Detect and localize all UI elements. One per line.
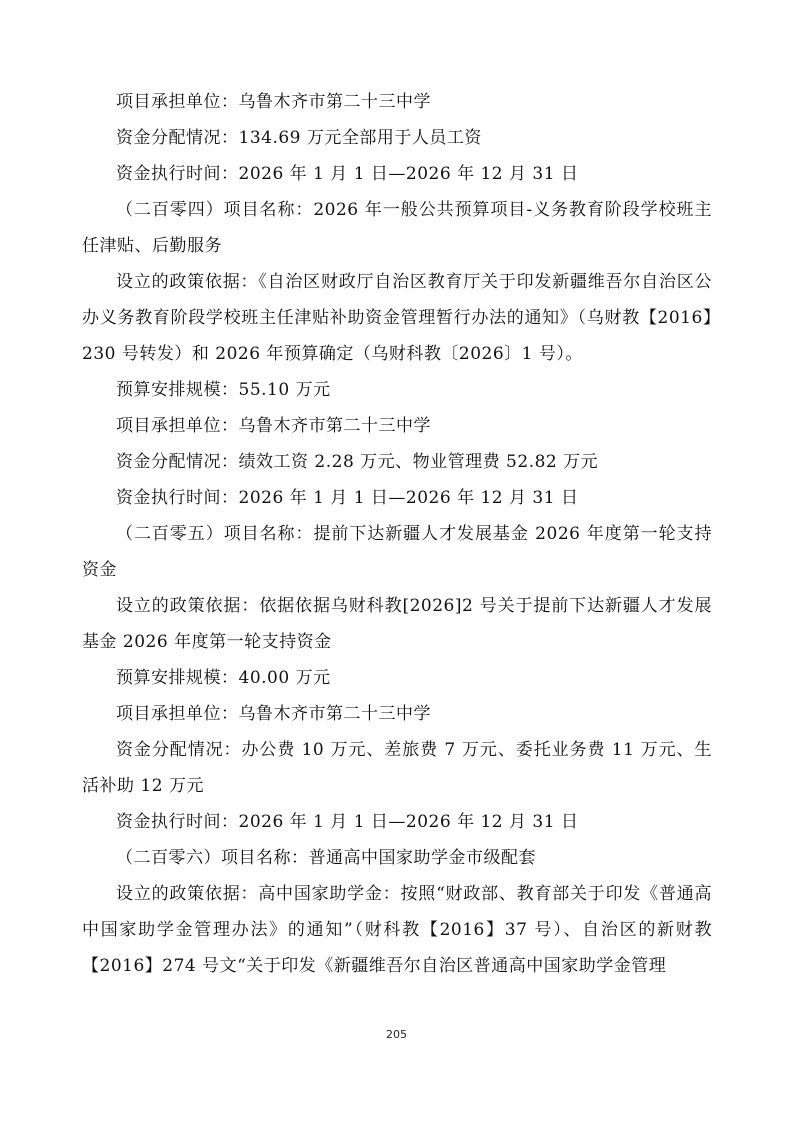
paragraph: （二百零五）项目名称：提前下达新疆人才发展基金 2026 年度第一轮支持资金 — [82, 524, 712, 580]
paragraph: 项目承担单位：乌鲁木齐市第二十三中学 — [116, 704, 431, 724]
paragraph: 预算安排规模：40.00 万元 — [116, 668, 331, 688]
paragraph: 资金执行时间：2026 年 1 月 1 日—2026 年 12 月 31 日 — [116, 488, 579, 508]
paragraph: 设立的政策依据：高中国家助学金：按照“财政部、教育部关于印发《普通高中国家助学金管理办法》的通知”（财科教【2016】37 号）、自治区的新财教【2016】274 号文“关于印发《新疆维吾尔自治区普通高中国家助学金管理 — [82, 884, 712, 976]
paragraph: 资金分配情况：绩效工资 2.28 万元、物业管理费 52.82 万元 — [116, 452, 599, 472]
paragraph: （二百零四）项目名称：2026 年一般公共预算项目-义务教育阶段学校班主任津贴、后勤服务 — [82, 200, 712, 256]
paragraph: （二百零六）项目名称：普通高中国家助学金市级配套 — [116, 848, 536, 868]
paragraph: 资金执行时间：2026 年 1 月 1 日—2026 年 12 月 31 日 — [116, 812, 579, 832]
paragraph: 项目承担单位：乌鲁木齐市第二十三中学 — [116, 92, 431, 112]
paragraph: 设立的政策依据：《自治区财政厅自治区教育厅关于印发新疆维吾尔自治区公办义务教育阶段学校班主任津贴补助资金管理暂行办法的通知》（乌财教【2016】230 号转发）和 2026 年预算确定（乌财科教〔2026〕1 号）。 — [82, 272, 712, 364]
paragraph: 资金分配情况：134.69 万元全部用于人员工资 — [116, 128, 482, 148]
paragraph: 项目承担单位：乌鲁木齐市第二十三中学 — [116, 416, 431, 436]
paragraph: 预算安排规模：55.10 万元 — [116, 380, 331, 400]
paragraph: 资金执行时间：2026 年 1 月 1 日—2026 年 12 月 31 日 — [116, 164, 579, 184]
paragraph: 资金分配情况：办公费 10 万元、差旅费 7 万元、委托业务费 11 万元、生活补助 12 万元 — [82, 740, 712, 796]
paragraph: 设立的政策依据：依据依据乌财科教[2026]2 号关于提前下达新疆人才发展基金 2026 年度第一轮支持资金 — [82, 596, 712, 652]
document-body — [82, 84, 712, 984]
page-number: 205 — [386, 1028, 407, 1041]
